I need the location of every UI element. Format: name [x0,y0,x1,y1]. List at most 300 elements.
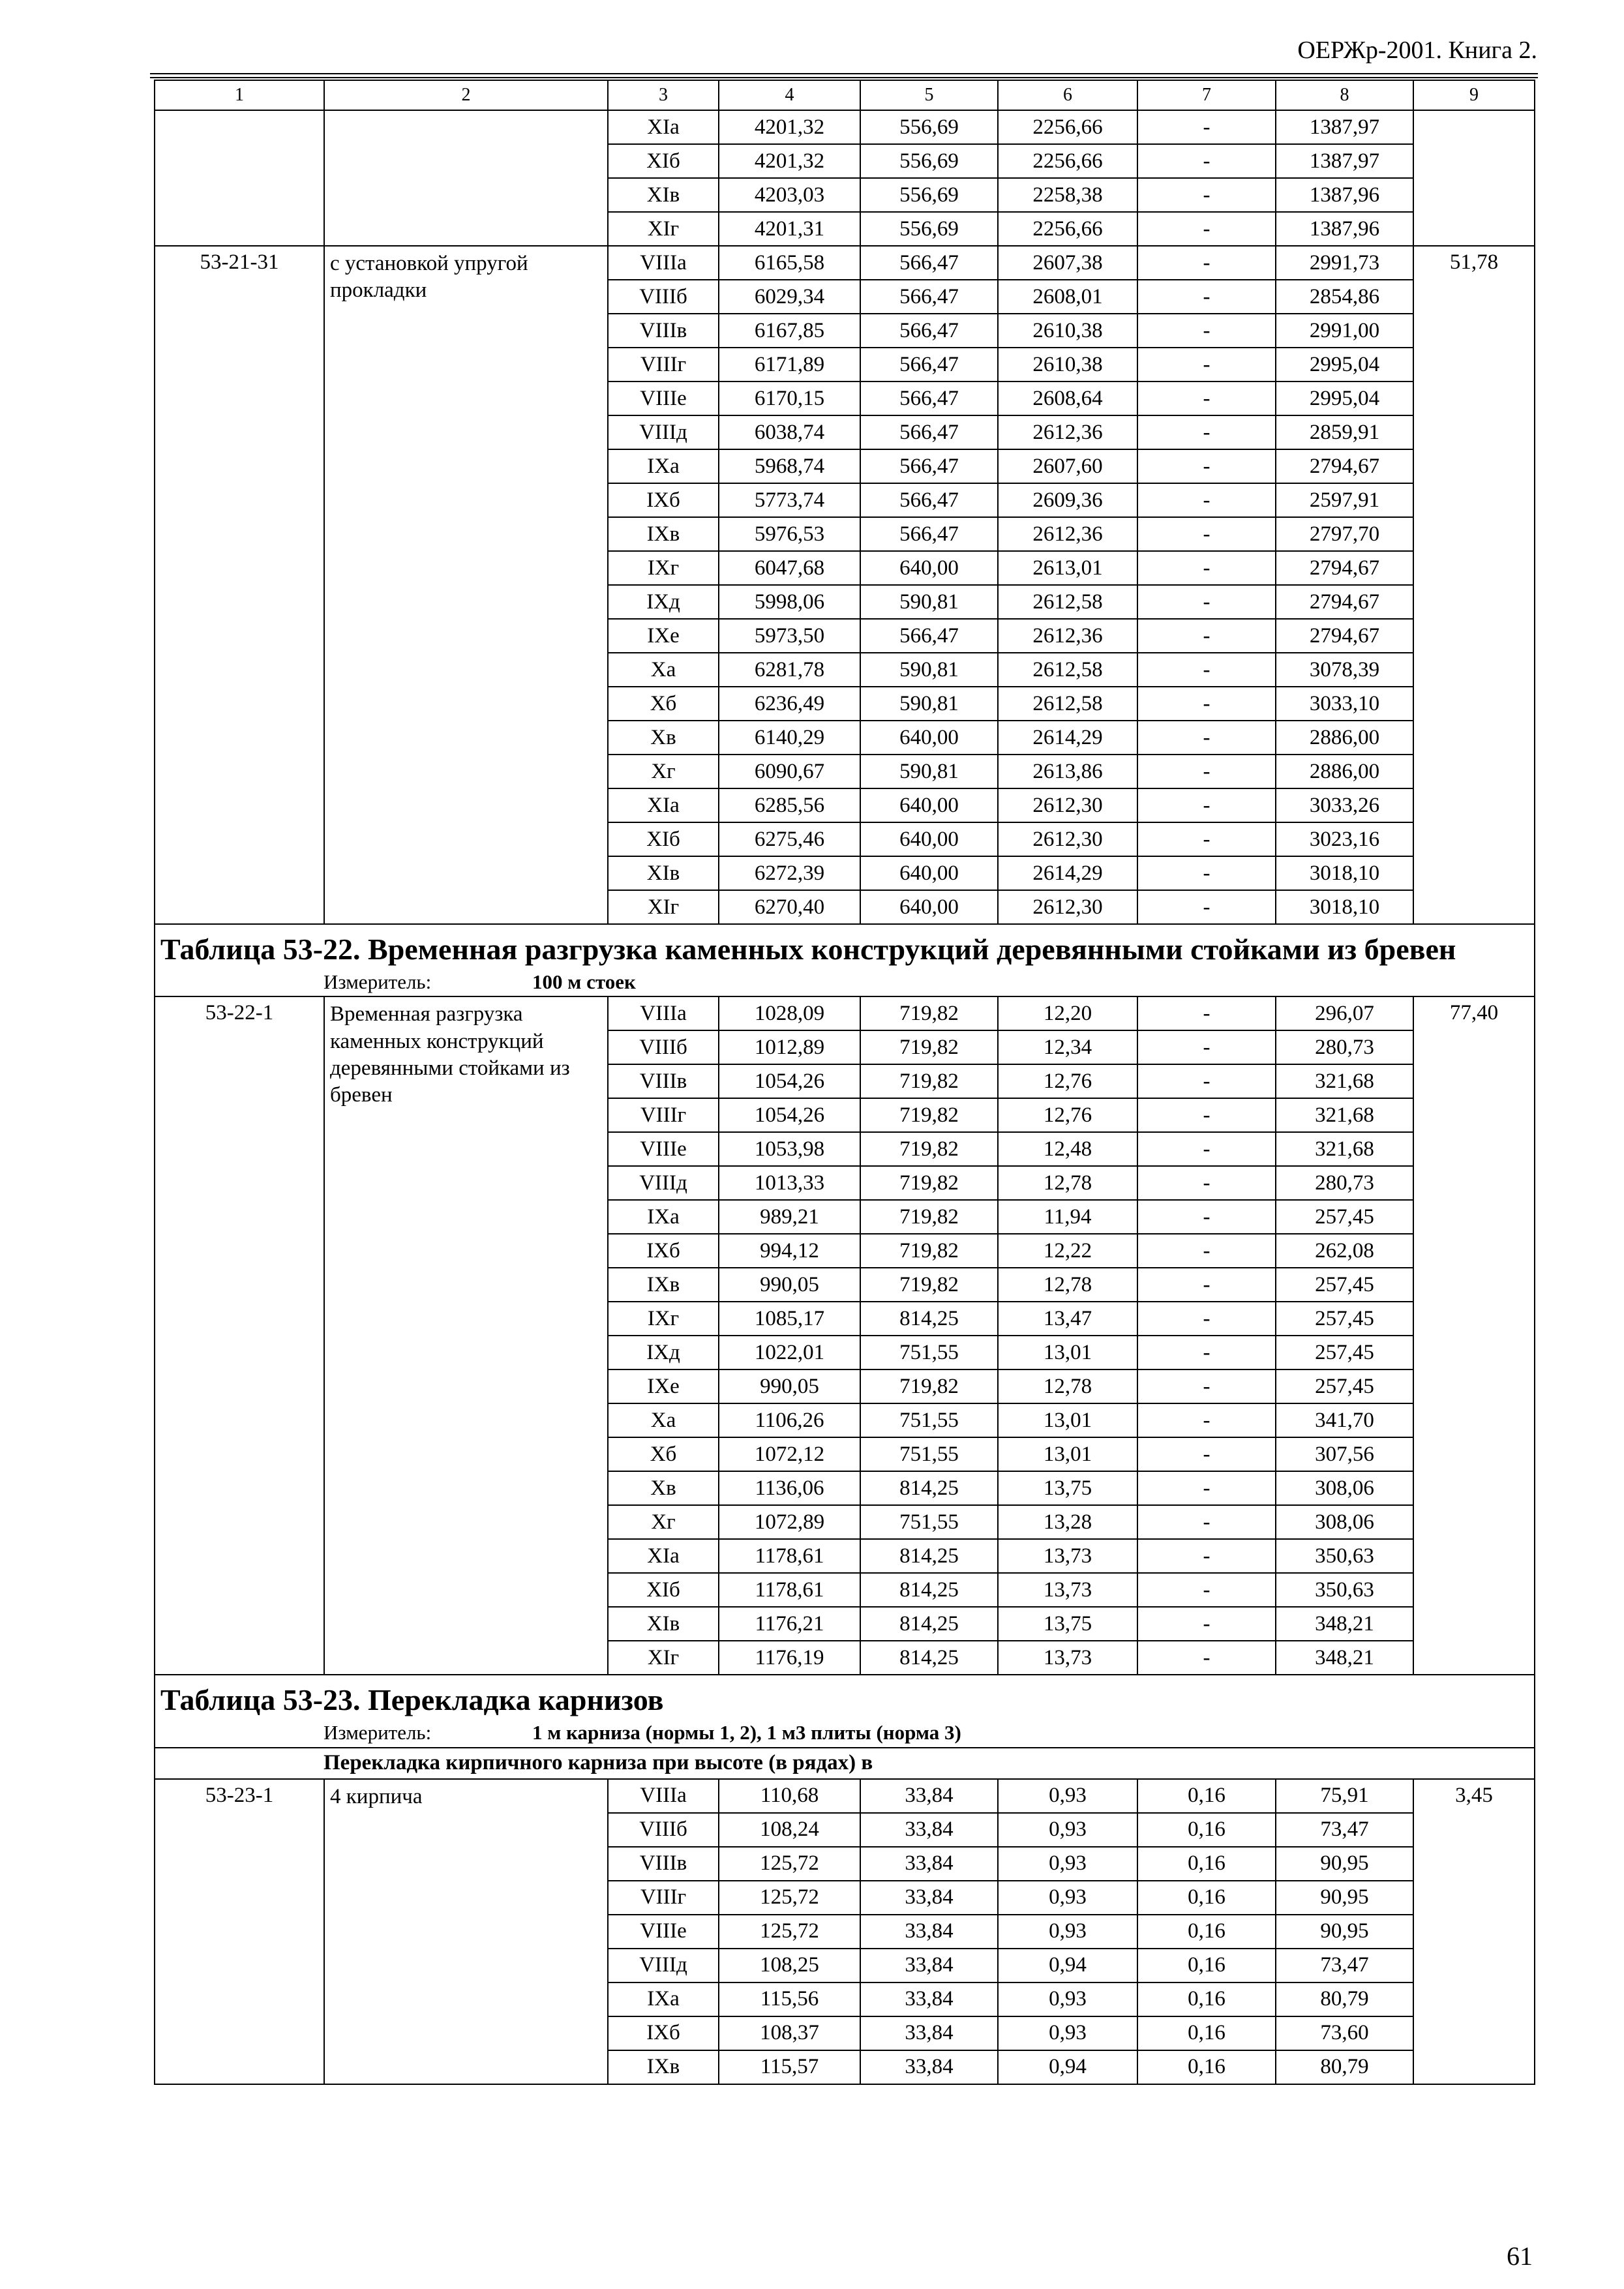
value-cell: 0,94 [998,1949,1137,1982]
value-cell: 2886,00 [1276,721,1413,755]
value-cell: 814,25 [860,1573,998,1607]
rates-table [154,80,1535,2085]
zone-cell: XIб [608,1573,719,1607]
value-cell: 13,73 [998,1573,1137,1607]
value-cell: - [1137,382,1276,415]
value-cell: 1085,17 [719,1302,860,1336]
header-rule [150,77,1538,78]
value-cell: 2256,66 [998,110,1137,144]
value-cell: 590,81 [860,755,998,788]
zone-cell: VIIIа [608,246,719,280]
measure-line [160,1722,1529,1744]
value-cell: - [1137,687,1276,721]
value-cell: 751,55 [860,1336,998,1369]
value-cell: 73,47 [1276,1949,1413,1982]
value-cell: 12,48 [998,1132,1137,1166]
zone-cell: IXб [608,483,719,517]
value-cell: 0,93 [998,2016,1137,2050]
value-cell: 640,00 [860,890,998,924]
value-cell: - [1137,721,1276,755]
zone-cell: VIIIв [608,1847,719,1881]
value-cell: 257,45 [1276,1268,1413,1302]
zone-cell: IXг [608,551,719,585]
value-cell: 280,73 [1276,1030,1413,1064]
zone-cell: XIа [608,788,719,822]
document-header-title: ОЕРЖр-2001. Книга 2. [1297,37,1537,64]
value-cell: - [1137,483,1276,517]
measure-value: 1 м карниза (нормы 1, 2), 1 м3 плиты (норма 3) [532,1721,961,1744]
value-cell: - [1137,1030,1276,1064]
measure-label: Измеритель: [323,1721,432,1744]
column-number-cell: 8 [1276,80,1413,110]
rate-code: 53-21-31 [155,246,324,924]
value-cell: 2258,38 [998,178,1137,212]
value-cell: - [1137,653,1276,687]
zone-cell: VIIIв [608,1064,719,1098]
work-name: Временная разгрузка каменных конструкций деревянными стойками из бревен [324,996,608,1675]
value-cell: 1176,19 [719,1641,860,1675]
value-cell: 2797,70 [1276,517,1413,551]
value-cell: 0,16 [1137,1915,1276,1949]
value-cell: 2794,67 [1276,585,1413,619]
value-cell: 33,84 [860,1779,998,1813]
column-number-cell: 5 [860,80,998,110]
value-cell: 1054,26 [719,1098,860,1132]
value-cell: 2612,36 [998,415,1137,449]
value-cell: 6281,78 [719,653,860,687]
zone-cell: VIIIд [608,1166,719,1200]
value-cell: 1176,21 [719,1607,860,1641]
value-cell: 350,63 [1276,1539,1413,1573]
value-cell: 13,75 [998,1471,1137,1505]
value-cell: 2886,00 [1276,755,1413,788]
measure-line [160,971,1529,993]
value-cell: 990,05 [719,1268,860,1302]
value-cell: 994,12 [719,1234,860,1268]
value-cell: 321,68 [1276,1132,1413,1166]
value-cell: 2612,36 [998,619,1137,653]
extra-value: 3,45 [1413,1779,1535,2084]
value-cell: 108,37 [719,2016,860,2050]
value-cell: 2612,58 [998,653,1137,687]
table-53-22-header [155,924,1535,996]
zone-cell: IXд [608,1336,719,1369]
value-cell: 2794,67 [1276,449,1413,483]
value-cell: 6167,85 [719,314,860,348]
zone-cell: IXв [608,2050,719,2084]
column-number-cell: 2 [324,80,608,110]
rate-code: 53-22-1 [155,996,324,1675]
zone-cell: XIв [608,178,719,212]
table-row [155,996,1535,1030]
value-cell: 2991,00 [1276,314,1413,348]
value-cell: 1387,97 [1276,110,1413,144]
value-cell: 262,08 [1276,1234,1413,1268]
value-cell: - [1137,1403,1276,1437]
value-cell: 6165,58 [719,246,860,280]
value-cell: 33,84 [860,1982,998,2016]
value-cell: 1178,61 [719,1539,860,1573]
value-cell: 2612,30 [998,890,1137,924]
value-cell: 2612,58 [998,585,1137,619]
value-cell: 280,73 [1276,1166,1413,1200]
value-cell: - [1137,1132,1276,1166]
zone-cell: Xг [608,1505,719,1539]
value-cell: - [1137,1607,1276,1641]
value-cell: - [1137,1268,1276,1302]
value-cell: 2608,01 [998,280,1137,314]
value-cell: 5773,74 [719,483,860,517]
value-cell: 13,75 [998,1607,1137,1641]
rate-code: 53-23-1 [155,1779,324,2084]
value-cell: 3033,10 [1276,687,1413,721]
value-cell: 1387,96 [1276,212,1413,246]
value-cell: 33,84 [860,1881,998,1915]
zone-cell: VIIIа [608,1779,719,1813]
value-cell: 296,07 [1276,996,1413,1030]
value-cell: - [1137,1336,1276,1369]
value-cell: 640,00 [860,822,998,856]
value-cell: 2614,29 [998,856,1137,890]
value-cell: 90,95 [1276,1847,1413,1881]
value-cell: 814,25 [860,1539,998,1573]
value-cell: 0,16 [1137,2050,1276,2084]
value-cell: 350,63 [1276,1573,1413,1607]
value-cell: - [1137,1302,1276,1336]
value-cell: 0,93 [998,1982,1137,2016]
value-cell: 2991,73 [1276,246,1413,280]
value-cell: - [1137,755,1276,788]
measure-label: Измеритель: [323,970,432,994]
value-cell: 4201,31 [719,212,860,246]
work-name: с установкой упругой прокладки [324,246,608,924]
value-cell: 590,81 [860,687,998,721]
value-cell: - [1137,449,1276,483]
value-cell: 257,45 [1276,1336,1413,1369]
value-cell: 6272,39 [719,856,860,890]
value-cell: 3018,10 [1276,890,1413,924]
value-cell: 33,84 [860,1949,998,1982]
value-cell: 5976,53 [719,517,860,551]
zone-cell: IXг [608,1302,719,1336]
value-cell: 6047,68 [719,551,860,585]
zone-cell: Xб [608,1437,719,1471]
value-cell: 751,55 [860,1505,998,1539]
value-cell: 2256,66 [998,144,1137,178]
zone-cell: Xа [608,653,719,687]
zone-cell: VIIIб [608,1813,719,1847]
value-cell: 108,24 [719,1813,860,1847]
extra-value: 51,78 [1413,246,1535,924]
value-cell: - [1137,1098,1276,1132]
zone-cell: VIIIг [608,348,719,382]
value-cell: 566,47 [860,415,998,449]
value-cell: 2607,60 [998,449,1137,483]
value-cell: 13,73 [998,1641,1137,1675]
value-cell: 6038,74 [719,415,860,449]
value-cell: - [1137,551,1276,585]
value-cell: 6090,67 [719,755,860,788]
value-cell: 6275,46 [719,822,860,856]
value-cell: 3018,10 [1276,856,1413,890]
column-number-row [155,80,1535,110]
value-cell: 1013,33 [719,1166,860,1200]
value-cell: 566,47 [860,314,998,348]
value-cell: 566,47 [860,619,998,653]
value-cell: 2612,36 [998,517,1137,551]
value-cell: 2609,36 [998,483,1137,517]
value-cell: 566,47 [860,246,998,280]
value-cell: 321,68 [1276,1098,1413,1132]
value-cell: 590,81 [860,653,998,687]
value-cell: 13,01 [998,1403,1137,1437]
value-cell: 1387,96 [1276,178,1413,212]
value-cell: - [1137,822,1276,856]
value-cell: - [1137,1539,1276,1573]
value-cell: 12,78 [998,1166,1137,1200]
zone-cell: Xв [608,721,719,755]
value-cell: 12,78 [998,1369,1137,1403]
zone-cell: VIIIе [608,1915,719,1949]
value-cell: 2612,30 [998,788,1137,822]
extra-value: 77,40 [1413,996,1535,1675]
value-cell: 12,76 [998,1098,1137,1132]
zone-cell: Xб [608,687,719,721]
table-row [155,246,1535,280]
value-cell: 308,06 [1276,1471,1413,1505]
work-name [324,110,608,246]
value-cell: - [1137,1641,1276,1675]
value-cell: 2859,91 [1276,415,1413,449]
value-cell: 566,47 [860,449,998,483]
value-cell: 0,16 [1137,1813,1276,1847]
zone-cell: XIв [608,856,719,890]
value-cell: 1072,12 [719,1437,860,1471]
value-cell: 90,95 [1276,1915,1413,1949]
value-cell: 2995,04 [1276,348,1413,382]
value-cell: - [1137,1064,1276,1098]
value-cell: 257,45 [1276,1302,1413,1336]
value-cell: - [1137,212,1276,246]
value-cell: 640,00 [860,856,998,890]
value-cell: 0,16 [1137,1881,1276,1915]
zone-cell: XIв [608,1607,719,1641]
value-cell: 12,22 [998,1234,1137,1268]
subheading-row [155,1748,1535,1779]
value-cell: 0,16 [1137,1847,1276,1881]
zone-cell: XIг [608,1641,719,1675]
value-cell: 814,25 [860,1302,998,1336]
zone-cell: Xа [608,1403,719,1437]
value-cell: 0,93 [998,1847,1137,1881]
value-cell: 2854,86 [1276,280,1413,314]
value-cell: 566,47 [860,483,998,517]
value-cell: 348,21 [1276,1607,1413,1641]
value-cell: 719,82 [860,1098,998,1132]
value-cell: 125,72 [719,1881,860,1915]
value-cell: 11,94 [998,1200,1137,1234]
table-title: Таблица 53-22. Временная разгрузка каменных конструкций деревянными стойками из бревен [160,933,1456,966]
value-cell: 719,82 [860,1268,998,1302]
zone-cell: XIа [608,110,719,144]
value-cell: 125,72 [719,1915,860,1949]
value-cell: - [1137,1471,1276,1505]
value-cell: 2610,38 [998,348,1137,382]
zone-cell: VIIIб [608,1030,719,1064]
value-cell: 6270,40 [719,890,860,924]
value-cell: 6140,29 [719,721,860,755]
value-cell: 307,56 [1276,1437,1413,1471]
zone-cell: VIIIа [608,996,719,1030]
value-cell: 2794,67 [1276,551,1413,585]
value-cell: 1022,01 [719,1336,860,1369]
value-cell: - [1137,788,1276,822]
value-cell: 2612,58 [998,687,1137,721]
extra-value [1413,110,1535,246]
value-cell: - [1137,280,1276,314]
value-cell: 0,16 [1137,2016,1276,2050]
zone-cell: IXе [608,619,719,653]
value-cell: 1028,09 [719,996,860,1030]
value-cell: 2995,04 [1276,382,1413,415]
value-cell: - [1137,996,1276,1030]
value-cell: 321,68 [1276,1064,1413,1098]
value-cell: 73,47 [1276,1813,1413,1847]
value-cell: 0,16 [1137,1779,1276,1813]
value-cell: 12,20 [998,996,1137,1030]
value-cell: 4203,03 [719,178,860,212]
value-cell: 308,06 [1276,1505,1413,1539]
value-cell: - [1137,348,1276,382]
value-cell: 2256,66 [998,212,1137,246]
value-cell: 2613,01 [998,551,1137,585]
value-cell: 6170,15 [719,382,860,415]
value-cell: 0,93 [998,1779,1137,1813]
value-cell: 719,82 [860,1369,998,1403]
value-cell: 90,95 [1276,1881,1413,1915]
value-cell: 719,82 [860,1064,998,1098]
value-cell: 3033,26 [1276,788,1413,822]
value-cell: 719,82 [860,1166,998,1200]
value-cell: 1054,26 [719,1064,860,1098]
value-cell: 33,84 [860,2016,998,2050]
value-cell: - [1137,144,1276,178]
value-cell: 13,01 [998,1336,1137,1369]
value-cell: - [1137,1166,1276,1200]
value-cell: - [1137,890,1276,924]
value-cell: 566,47 [860,382,998,415]
value-cell: 4201,32 [719,110,860,144]
zone-cell: VIIIе [608,382,719,415]
value-cell: 566,47 [860,517,998,551]
value-cell: 75,91 [1276,1779,1413,1813]
column-number-cell: 7 [1137,80,1276,110]
value-cell: 2794,67 [1276,619,1413,653]
value-cell: 0,94 [998,2050,1137,2084]
zone-cell: XIа [608,1539,719,1573]
value-cell: 13,28 [998,1505,1137,1539]
value-cell: 33,84 [860,1847,998,1881]
subheading: Перекладка кирпичного карниза при высоте (в рядах) в [155,1748,1535,1779]
value-cell: - [1137,856,1276,890]
value-cell: 1106,26 [719,1403,860,1437]
section-row [155,924,1535,996]
value-cell: - [1137,1437,1276,1471]
value-cell: 12,78 [998,1268,1137,1302]
measure-value: 100 м стоек [532,970,636,994]
zone-cell: IXб [608,2016,719,2050]
value-cell: - [1137,585,1276,619]
zone-cell: VIIIг [608,1098,719,1132]
value-cell: 2612,30 [998,822,1137,856]
value-cell: 2608,64 [998,382,1137,415]
value-cell: 5973,50 [719,619,860,653]
zone-cell: VIIIб [608,280,719,314]
value-cell: 590,81 [860,585,998,619]
value-cell: 2610,38 [998,314,1137,348]
value-cell: 108,25 [719,1949,860,1982]
value-cell: 6029,34 [719,280,860,314]
value-cell: 110,68 [719,1779,860,1813]
value-cell: 556,69 [860,178,998,212]
zone-cell: Xг [608,755,719,788]
value-cell: 719,82 [860,996,998,1030]
value-cell: 719,82 [860,1234,998,1268]
zone-cell: XIг [608,890,719,924]
value-cell: 125,72 [719,1847,860,1881]
section-row [155,1675,1535,1747]
page-number: 61 [1507,2241,1533,2271]
zone-cell: IXа [608,1982,719,2016]
value-cell: 12,76 [998,1064,1137,1098]
value-cell: 566,47 [860,280,998,314]
zone-cell: VIIIв [608,314,719,348]
value-cell: 640,00 [860,551,998,585]
column-number-cell: 6 [998,80,1137,110]
value-cell: 115,56 [719,1982,860,2016]
value-cell: - [1137,415,1276,449]
value-cell: 13,73 [998,1539,1137,1573]
value-cell: 719,82 [860,1200,998,1234]
table-row [155,110,1535,144]
value-cell: 0,93 [998,1813,1137,1847]
value-cell: 0,93 [998,1915,1137,1949]
zone-cell: VIIIд [608,415,719,449]
zone-cell: XIг [608,212,719,246]
value-cell: 6171,89 [719,348,860,382]
header-rule [150,73,1538,74]
zone-cell: XIб [608,144,719,178]
value-cell: 556,69 [860,212,998,246]
zone-cell: VIIIд [608,1949,719,1982]
value-cell: 6236,49 [719,687,860,721]
zone-cell: IXа [608,449,719,483]
value-cell: 640,00 [860,788,998,822]
value-cell: - [1137,314,1276,348]
value-cell: 1012,89 [719,1030,860,1064]
table-53-23-header [155,1675,1535,1747]
value-cell: 751,55 [860,1437,998,1471]
value-cell: 814,25 [860,1641,998,1675]
value-cell: 13,01 [998,1437,1137,1471]
value-cell: 4201,32 [719,144,860,178]
value-cell: 1053,98 [719,1132,860,1166]
table-title: Таблица 53-23. Перекладка карнизов [160,1683,664,1717]
value-cell: 80,79 [1276,1982,1413,2016]
work-name: 4 кирпича [324,1779,608,2084]
value-cell: - [1137,1505,1276,1539]
value-cell: 719,82 [860,1132,998,1166]
